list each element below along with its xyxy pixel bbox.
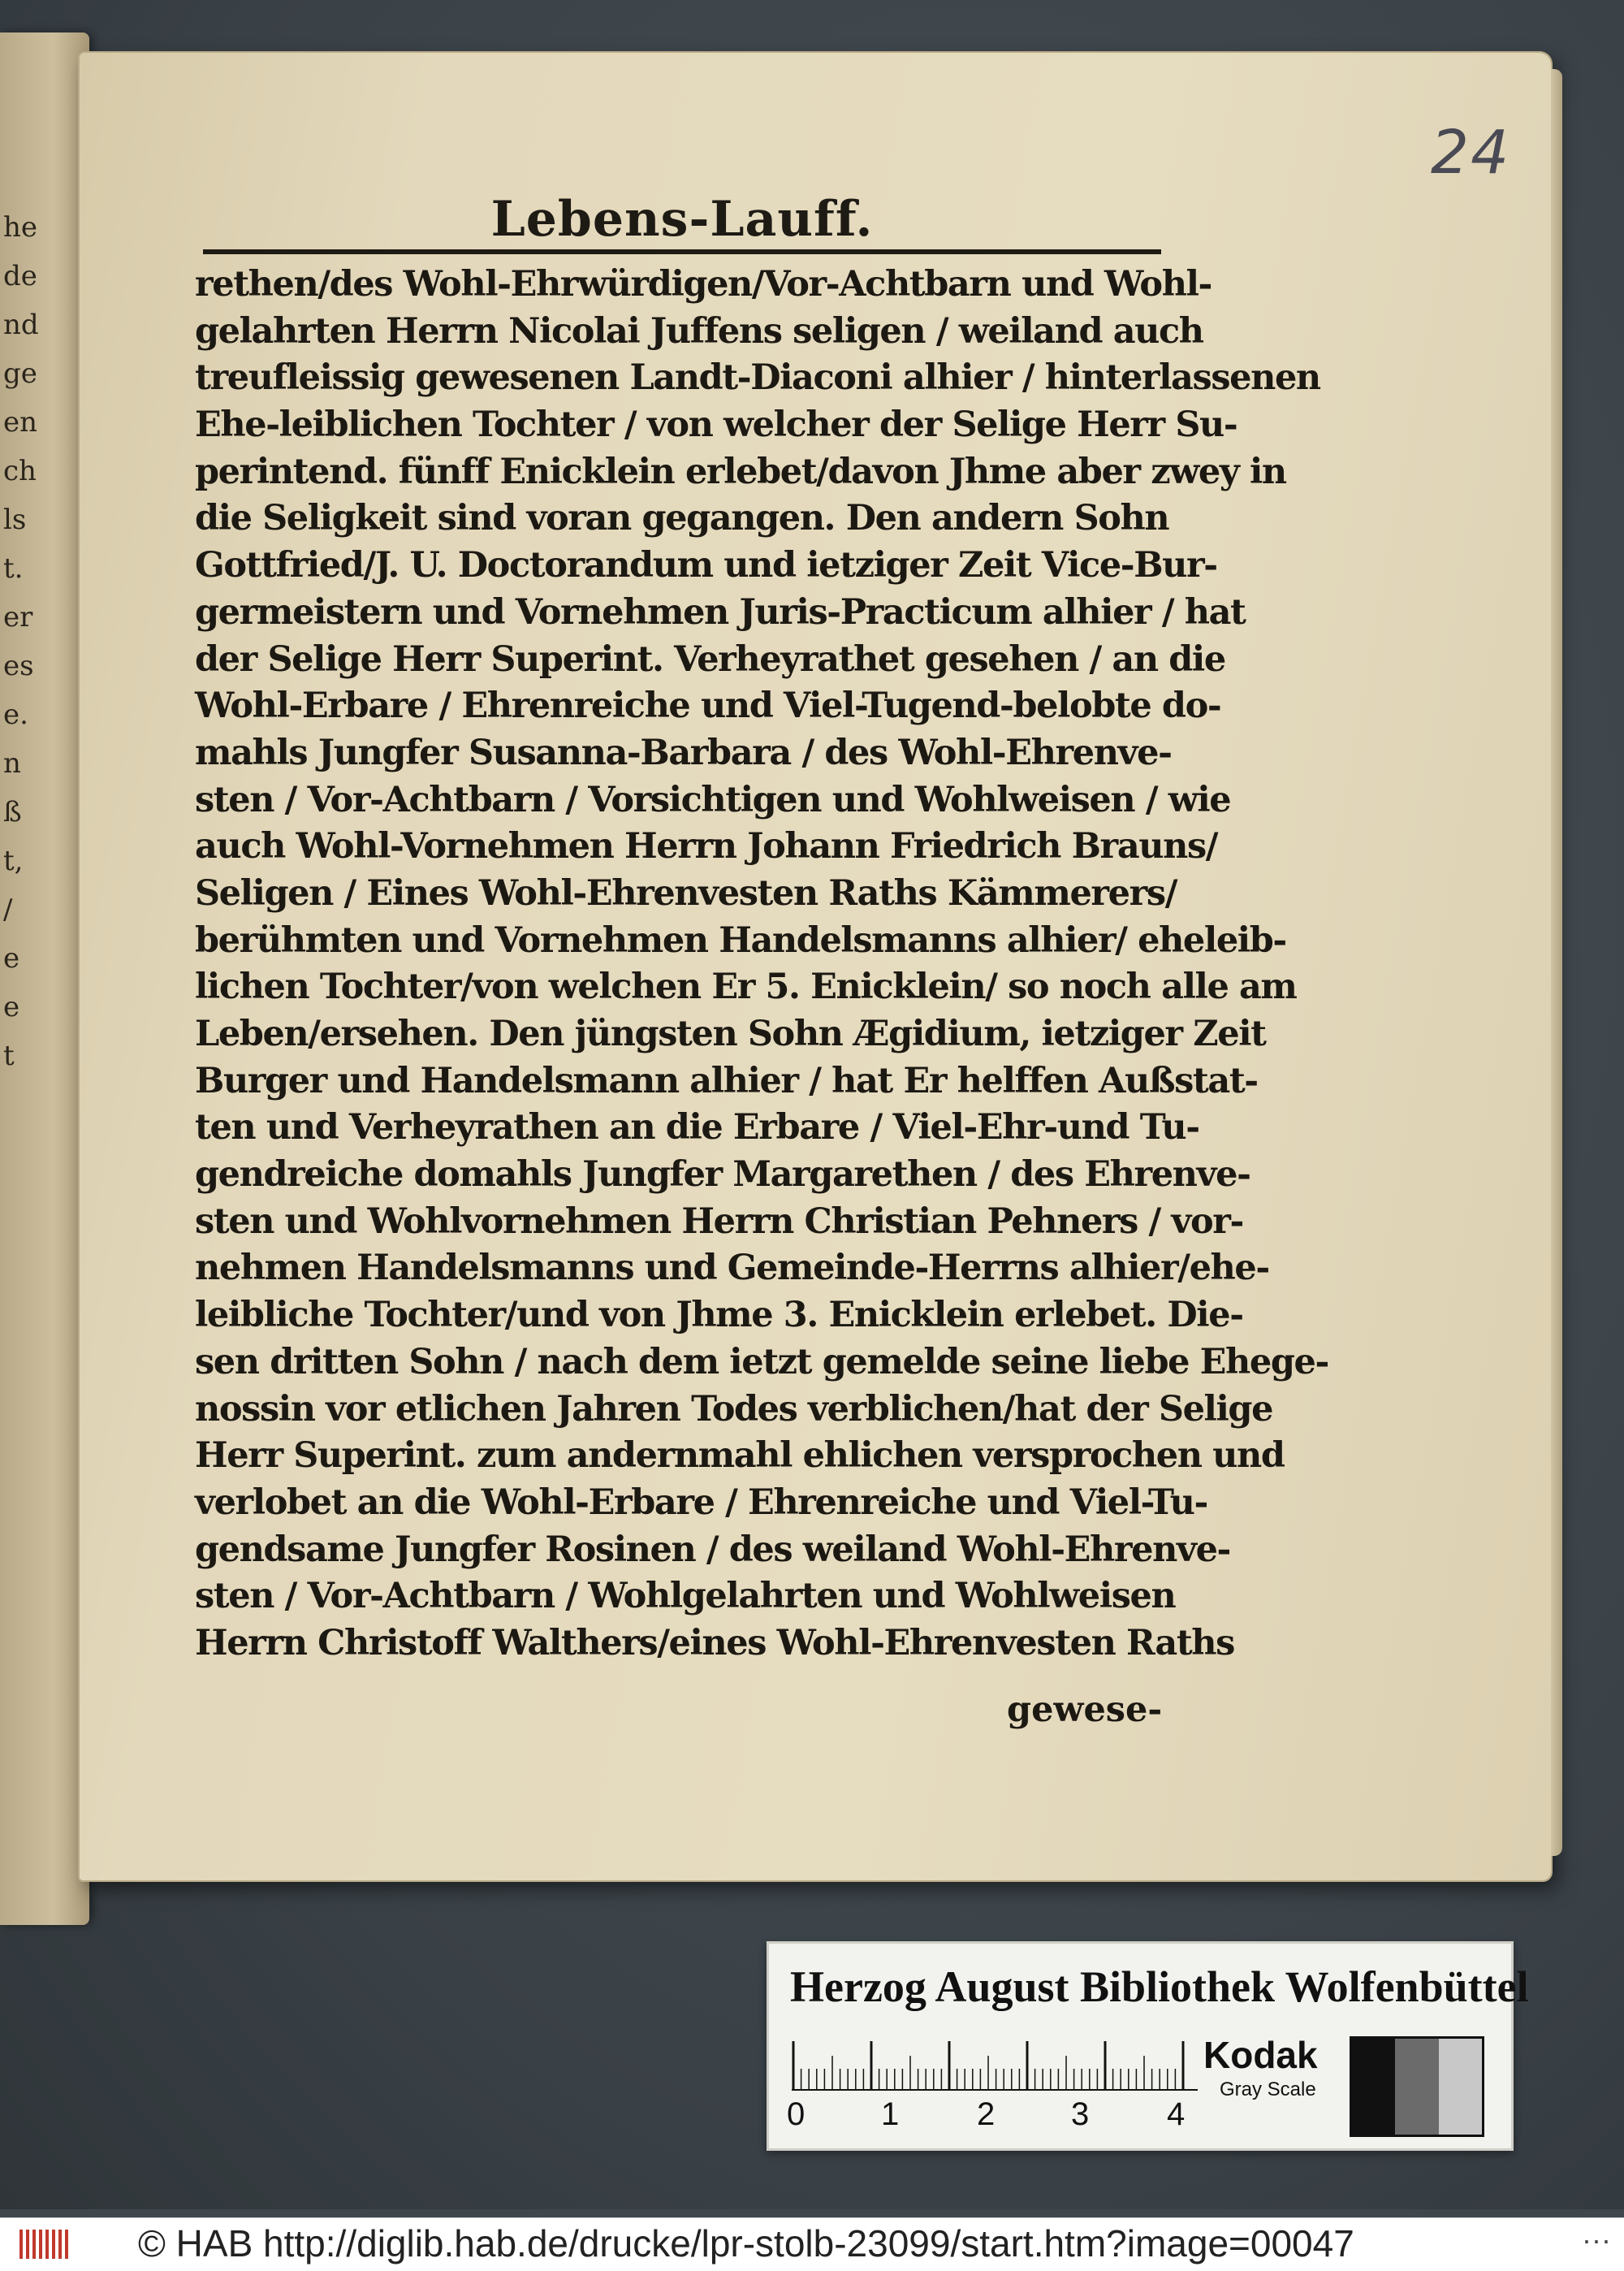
running-head: Lebens-Lauff. [490,191,874,248]
left-page-fragment: e. [3,699,28,731]
text-line: sten / Vor-Achtbarn / Wohlgelahrten und Wohlweisen [195,1576,1176,1617]
left-page-fragment: t, [3,845,24,877]
ruler-number-3: 3 [1071,2096,1090,2132]
more-icon[interactable]: ··· [1582,2223,1611,2256]
left-page-fragment: e [3,942,20,975]
left-page-fragment: de [3,260,37,292]
text-line: auch Wohl-Vornehmen Herrn Johann Friedrich Brauns/ [195,826,1218,867]
gray-scale-caption: Gray Scale [1220,2079,1316,2100]
logo-bar [45,2230,49,2259]
catchword: gewese- [1007,1689,1163,1730]
logo-bar [19,2230,23,2259]
swatch-mid [1395,2039,1438,2135]
footer-bar [0,2217,1624,2271]
ruler-number-2: 2 [977,2096,996,2132]
left-page-fragment: ge [3,357,37,390]
text-line: germeistern und Vornehmen Juris-Practicum alhier / hat [195,591,1246,633]
left-page-fragment: er [3,601,33,634]
left-page-fragment: he [3,211,38,244]
text-line: nossin vor etlichen Jahren Todes verblichen/hat der Selige [195,1388,1273,1430]
logo-bar [58,2230,62,2259]
scale-ruler [792,2035,1198,2091]
text-line: Gottfried/J. U. Doctorandum und ietziger Zeit Vice-Bur- [195,545,1217,586]
ruler-number-1: 1 [881,2096,900,2132]
text-line: berühmten und Vornehmen Handelsmanns alhier/ eheleib- [195,919,1286,961]
left-page-fragment: t [3,1040,15,1072]
left-page-fragment: nd [3,309,39,341]
text-line: Seligen / Eines Wohl-Ehrenvesten Raths Kämmerers/ [195,872,1177,914]
body-text [195,262,1328,1668]
left-page-fragment: e [3,991,20,1023]
logo-bar [39,2230,42,2259]
left-page-fragment: t. [3,552,24,585]
text-line: ten und Verheyrathen an die Erbare / Viel-Ehr-und Tu- [195,1107,1199,1148]
logo-bar [65,2230,68,2259]
text-line: sten / Vor-Achtbarn / Vorsichtigen und Wohlweisen / wie [195,779,1231,820]
left-page-fragment: es [3,650,34,682]
text-line: verlobet an die Wohl-Erbare / Ehrenreiche und Viel-Tu- [195,1482,1207,1523]
left-page-fragment: ls [3,504,27,536]
swatch-dark [1352,2039,1395,2135]
handwritten-page-number: 24 [1431,118,1511,188]
text-line: lichen Tochter/von welchen Er 5. Enicklein/ so noch alle am [195,967,1297,1008]
text-line: Wohl-Erbare / Ehrenreiche und Viel-Tugend-belobte do- [195,686,1221,727]
text-line: Leben/ersehen. Den jüngsten Sohn Ægidium, ietziger Zeit [195,1014,1266,1054]
institution-name: Herzog August Bibliothek Wolfenbüttel [790,1962,1529,2011]
library-label-card [767,1941,1529,2151]
text-line: Herrn Christoff Walthers/eines Wohl-Ehrenvesten Raths [195,1622,1234,1663]
text-line: gendsame Jungfer Rosinen / des weiland Wohl-Ehrenve- [195,1529,1230,1570]
text-line: treufleissig gewesenen Landt-Diaconi alhier / hinterlassenen [195,357,1320,399]
text-line: gendreiche domahls Jungfer Margarethen / des Ehrenve- [195,1154,1250,1196]
kodak-logo-text: Kodak [1203,2034,1318,2076]
text-line: Ehe-leiblichen Tochter / von welcher der Selige Herr Su- [195,404,1237,446]
logo-bar [32,2230,36,2259]
left-page-fragment: n [3,747,21,780]
text-line: die Seligkeit sind voran gegangen. Den andern Sohn [195,498,1169,539]
text-line: perintend. fünff Enicklein erlebet/davon Jhme aber zwey in [195,451,1286,492]
logo-bar [26,2230,29,2259]
text-line: nehmen Handelsmanns und Gemeinde-Herrns alhier/ehe- [195,1248,1269,1289]
logo-bar [52,2230,55,2259]
left-page-edge [0,32,89,1925]
text-line: gelahrten Herrn Nicolai Juffens seligen / weiland auch [195,310,1203,352]
text-line: sten und Wohlvornehmen Herrn Christian Pehners / vor- [195,1200,1243,1242]
text-line: leibliche Tochter/und von Jhme 3. Enicklein erlebet. Die- [195,1295,1243,1336]
text-line: sen dritten Sohn / nach dem ietzt gemelde seine liebe Ehege- [195,1341,1328,1382]
text-line: rethen/des Wohl-Ehrwürdigen/Vor-Achtbarn und Wohl- [195,264,1212,305]
left-page-fragment: / [3,893,13,926]
header-rule [203,249,1161,254]
ruler-number-4: 4 [1167,2096,1186,2132]
gray-scale-swatches [1350,2036,1484,2137]
left-page-fragment: ß [3,796,22,828]
text-line: mahls Jungfer Susanna-Barbara / des Wohl-Ehrenve- [195,732,1172,773]
footer-copyright-url[interactable]: © HAB http://diglib.hab.de/drucke/lpr-stolb-23099/start.htm?image=00047 [138,2222,1354,2265]
text-line: der Selige Herr Superint. Verheyrathet gesehen / an die [195,638,1225,680]
left-page-fragment: ch [3,455,37,487]
text-line: Burger und Handelsmann alhier / hat Er helffen Außstat- [195,1060,1258,1101]
left-page-fragment: en [3,406,38,439]
hab-logo-icon [18,2226,70,2262]
text-line: Herr Superint. zum andernmahl ehlichen versprochen und [195,1435,1285,1477]
swatch-light [1439,2039,1482,2135]
ruler-number-0: 0 [787,2096,806,2132]
